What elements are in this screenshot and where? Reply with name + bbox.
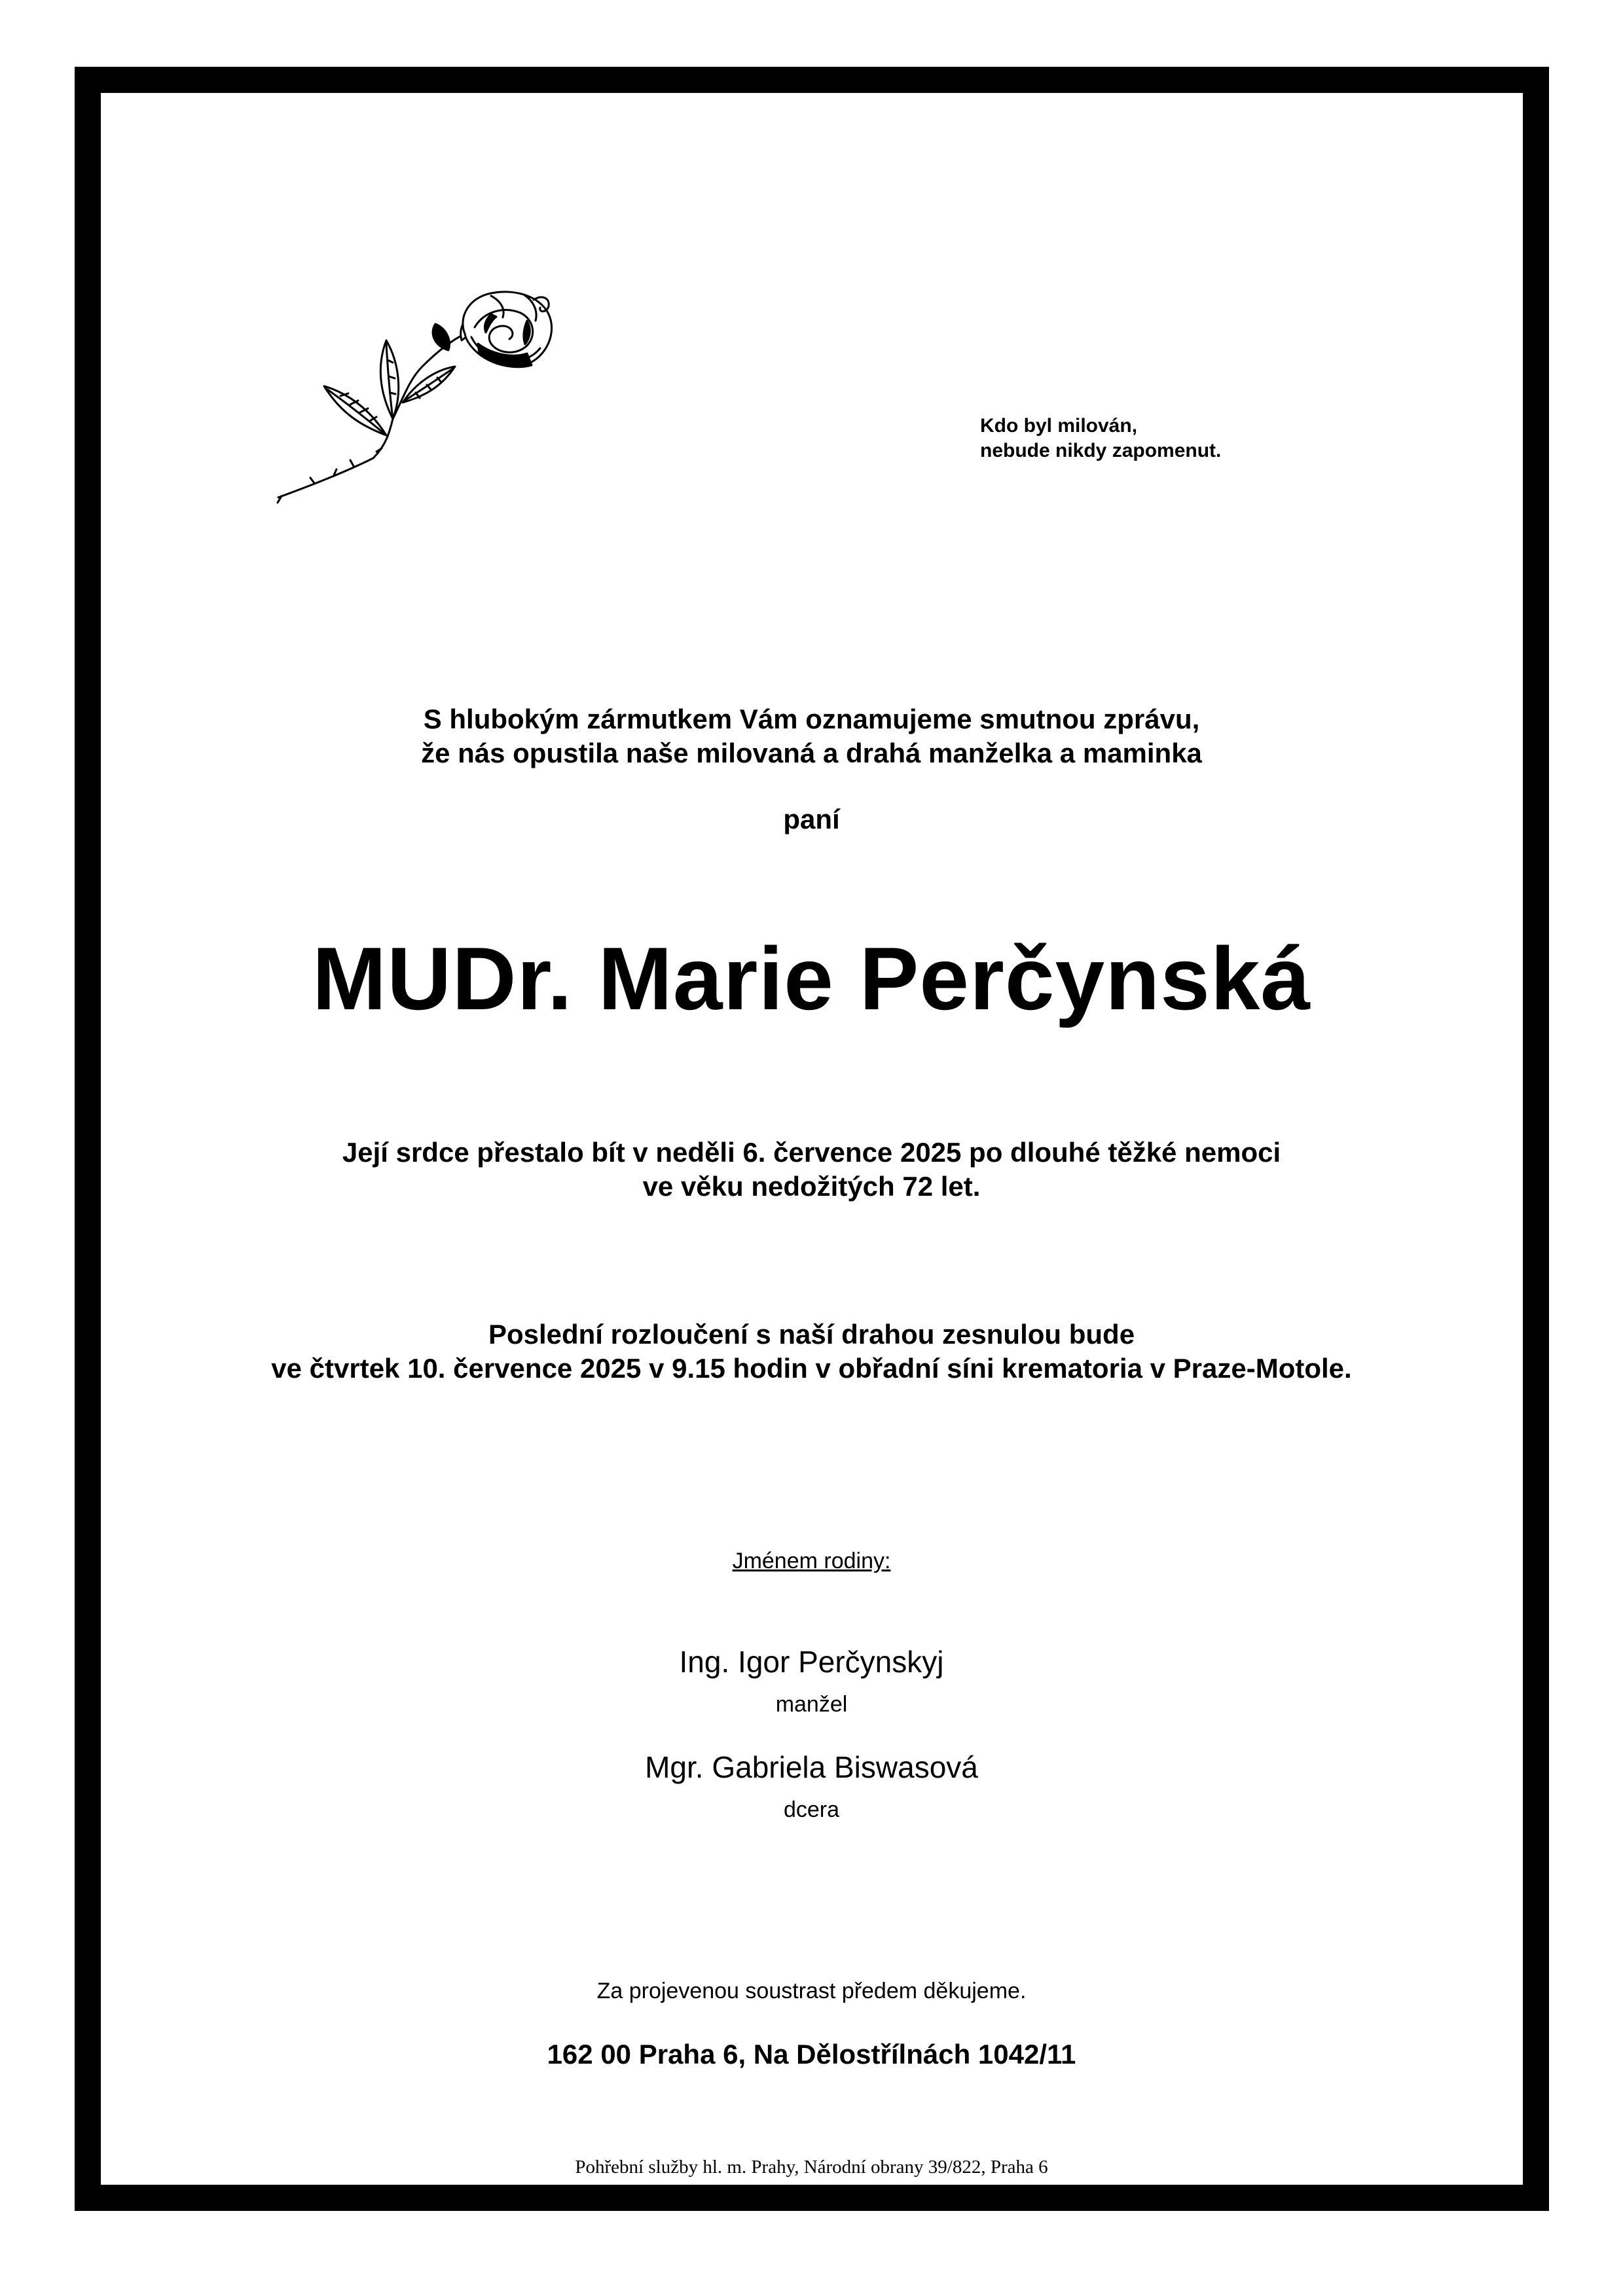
motto-line-2: nebude nikdy zapomenut. [980,440,1222,461]
announcement-line-1: S hlubokým zármutkem Vám oznamujeme smutnou zprávu, [423,704,1200,734]
farewell-line-2: ve čtvrtek 10. července 2025 v 9.15 hodin v obřadní síni krematoria v Praze-Motole. [271,1353,1352,1384]
family-member-relation: manžel [775,1692,848,1717]
family-member-relation: dcera [783,1797,840,1822]
family-member-name: Ing. Igor Perčynskyj [679,1645,944,1679]
family-address: 162 00 Praha 6, Na Dělostřílnách 1042/11 [547,2039,1076,2070]
rose-icon [275,288,563,504]
salutation: paní [783,804,840,834]
announcement [0,702,1623,770]
deceased-name: MUDr. Marie Perčynská [312,929,1311,1028]
family-label: Jménem rodiny: [732,1549,891,1573]
motto-line-1: Kdo byl milován, [980,415,1138,437]
announcement-line-2: že nás opustila naše milovaná a drahá manželka a maminka [421,738,1202,768]
family-member-name: Mgr. Gabriela Biswasová [645,1750,978,1784]
funeral-service-footer: Pohřební služby hl. m. Prahy, Národní obrany 39/822, Praha 6 [575,2157,1048,2178]
thanks-text: Za projevenou soustrast předem děkujeme. [596,1979,1027,2003]
death-notice-line-2: ve věku nedožitých 72 let. [642,1171,981,1202]
death-notice-line-1: Její srdce přestalo bít v neděli 6. července 2025 po dlouhé těžké nemoci [342,1137,1281,1168]
motto [980,414,1221,463]
farewell-line-1: Poslední rozloučení s naší drahou zesnulou bude [488,1319,1135,1350]
death-notice [0,1136,1623,1204]
farewell-notice [0,1318,1623,1386]
